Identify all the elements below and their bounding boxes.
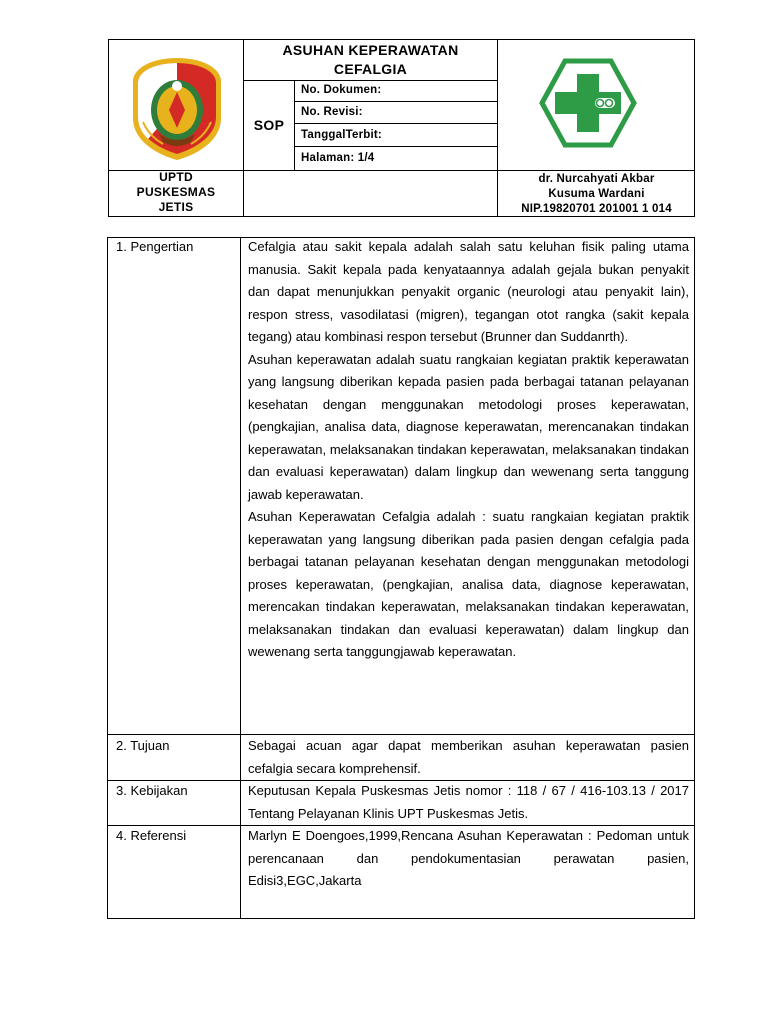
- org-line: UPTD: [159, 170, 193, 184]
- signer-block: [498, 170, 695, 217]
- section-label-pengertian: 1. Pengertian: [116, 239, 194, 254]
- section-label-referensi: 4. Referensi: [116, 828, 187, 843]
- puskesmas-logo: [539, 58, 637, 148]
- regency-emblem-logo: [129, 56, 225, 162]
- organization-name: [109, 170, 243, 215]
- page-number-label: Halaman: 1/4: [301, 152, 375, 164]
- org-line: PUSKESMAS: [136, 185, 216, 199]
- section-label-kebijakan: 3. Kebijakan: [116, 783, 188, 798]
- revision-number-label: No. Revisi:: [301, 106, 363, 118]
- paragraph: Asuhan Keperawatan Cefalgia adalah : suatu rangkaian kegiatan praktik keperawatan yang langsung diberikan pada pasien dengan cefalgia pada berbagai tatanan pelayanan kesehatan dengan menggunakan metodologi proses keperawatan, (pengkajian, analisa data, diagnose keperawatan, merencakan tindakan keperawatan, melaksanakan tindakan keperawatan, melaksanakan tindakan dan evaluasi keperawatan) dalam lingkup dan wewenang serta tanggungjawab keperawatan.: [248, 509, 689, 659]
- section-label-tujuan: 2. Tujuan: [116, 738, 170, 753]
- org-line: JETIS: [158, 200, 194, 214]
- document-number-label: No. Dokumen:: [301, 84, 382, 96]
- document-title: [244, 40, 497, 80]
- title-line: CEFALGIA: [333, 61, 408, 77]
- sop-label: SOP: [253, 117, 285, 133]
- issue-date-label: TanggalTerbit:: [301, 129, 382, 141]
- section-text-kebijakan: [248, 780, 689, 825]
- sop-content-table: [107, 237, 695, 919]
- paragraph: Keputusan Kepala Puskesmas Jetis nomor : 118 / 67 / 416-103.13 / 2017 Tentang Pelayanan Klinis UPT Puskesmas Jetis.: [248, 783, 689, 821]
- paragraph: Sebagai acuan agar dapat memberikan asuhan keperawatan pasien cefalgia secara komprehensif.: [248, 738, 689, 776]
- signer-name: Kusuma Wardani: [548, 188, 645, 200]
- paragraph: Cefalgia atau sakit kepala adalah salah satu keluhan fisik paling utama manusia. Sakit kepala pada kenyataannya adalah gejala bukan penyakit dan dapat menunjukkan penyakit organic (neurologi atau penyakit lain), respon stress, vasodilatasi (migren), tegangan otot rangka (sakit kepala tegang) atau kombinasi respon tersebut (Brunner dan Suddanrth).: [248, 239, 689, 344]
- signer-name: dr. Nurcahyati Akbar: [538, 173, 655, 185]
- paragraph: Marlyn E Doengoes,1999,Rencana Asuhan Keperawatan : Pedoman untuk perencanaan dan pendokumentasian perawatan pasien, Edisi3,EGC,Jakarta: [248, 828, 689, 888]
- section-text-referensi: [248, 825, 689, 893]
- section-text-tujuan: [248, 735, 689, 780]
- section-text-pengertian: [248, 236, 689, 664]
- title-line: ASUHAN KEPERAWATAN: [282, 42, 459, 58]
- paragraph: Asuhan keperawatan adalah suatu rangkaian kegiatan praktik keperawatan yang langsung diberikan kepada pasien pada berbagai tatanan pelayanan kesehatan dengan menggunakan metodologi proses keperawatan, (pengkajian, analisa data, diagnose keperawatan, merencanakan tindakan keperawatan, melaksanakan tindakan keperawatan, melaksanakan tindakan dan evaluasi keperawatan) dalam lingkup dan wewenang serta tanggung jawab keperawatan.: [248, 351, 689, 502]
- sop-header-table: [108, 39, 695, 217]
- signer-nip: NIP.19820701 201001 1 014: [521, 203, 672, 215]
- column-divider: [240, 238, 241, 918]
